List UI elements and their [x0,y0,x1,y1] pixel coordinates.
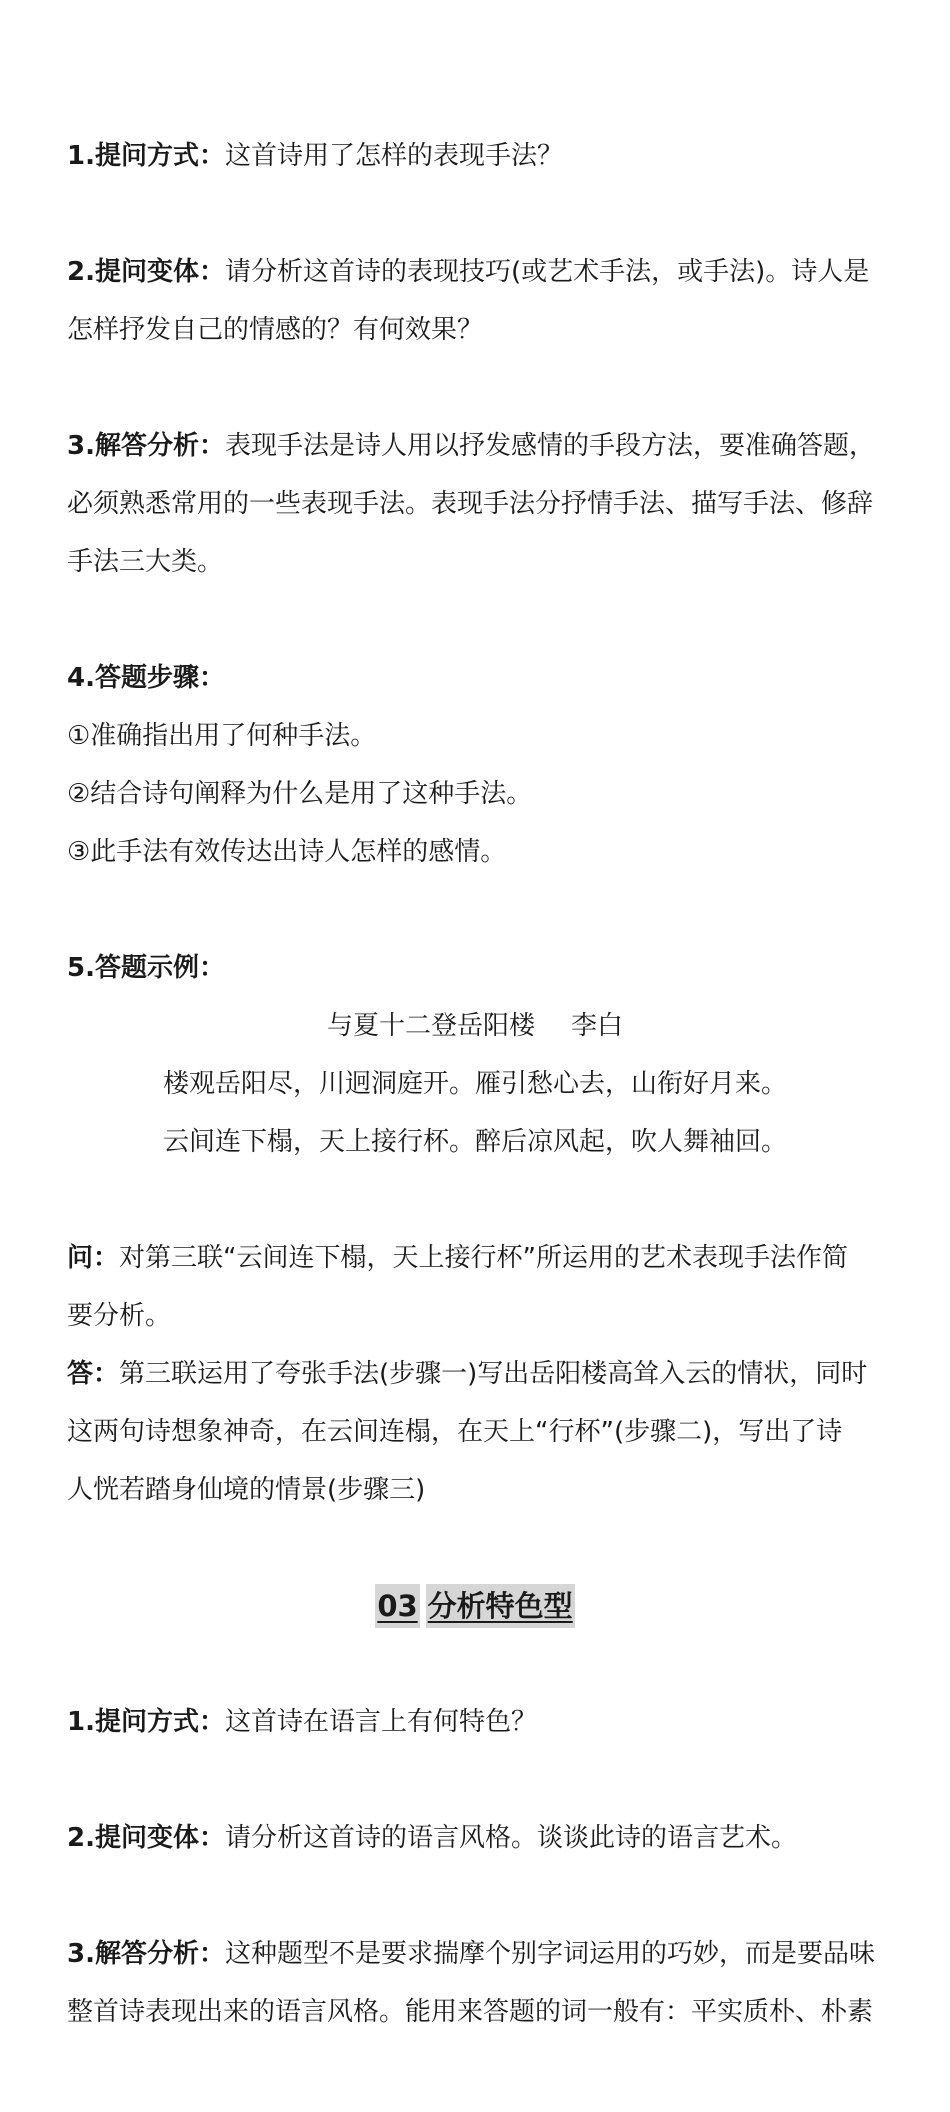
sec3-analysis-text: 这种题型不是要求揣摩个别字词运用的巧妙，而是要品味 [224,1939,875,1969]
question-method-text: 这首诗用了怎样的表现手法？ [224,141,563,171]
analysis-line-3: 手法三大类。 [67,547,224,577]
analysis-line-2: 必须熟悉常用的一些表现手法。表现手法分抒情手法、描写手法、修辞 [67,489,874,519]
poem-author: 李白 [571,1011,624,1041]
answer-label: 答： [67,1359,120,1389]
question-label: 问： [67,1243,120,1273]
example-answer-line-1 [67,1354,867,1394]
example-answer-line-3: 人恍若踏身仙境的情景(步骤三) [67,1475,426,1505]
question-variant-line-2: 怎样抒发自己的情感的？有何效果？ [67,315,484,345]
step-item: ③此手法有效传达出诗人怎样的感情。 [67,837,507,867]
sec3-question-method-line [67,1702,537,1742]
poem-title: 与夏十二登岳阳楼 [326,1011,535,1041]
question-variant-text: 请分析这首诗的表现技巧(或艺术手法，或手法)。诗人是 [224,257,870,287]
question-variant-line-1 [67,252,869,292]
poem-line-2: 云间连下榻，天上接行杯。醉后凉风起，吹人舞袖回。 [162,1127,787,1157]
section-heading [0,1584,950,1630]
poem-title-line [0,1006,950,1046]
sec3-question-method-label: 1.提问方式： [67,1707,225,1737]
sec3-analysis-label: 3.解答分析： [67,1939,225,1969]
poem-line-1: 楼观岳阳尽，川迥洞庭开。雁引愁心去，山衔好月来。 [162,1069,787,1099]
step-item: ①准确指出用了何种手法。 [67,721,377,751]
question-method-line [67,136,563,176]
analysis-text: 表现手法是诗人用以抒发感情的手段方法，要准确答题， [224,431,875,461]
section-title: 分析特色型 [426,1584,575,1628]
sec3-question-variant-text: 请分析这首诗的语言风格。谈谈此诗的语言艺术。 [224,1823,797,1853]
sec3-question-variant-line [67,1818,797,1858]
example-answer-line-2: 这两句诗想象神奇，在云间连榻，在天上“行杯”(步骤二)，写出了诗 [67,1417,843,1447]
answer-text: 第三联运用了夸张手法(步骤一)写出岳阳楼高耸入云的情状，同时 [119,1359,868,1389]
sec3-analysis-line-1 [67,1934,875,1974]
sec3-question-method-text: 这首诗在语言上有何特色？ [224,1707,537,1737]
analysis-label: 3.解答分析： [67,431,225,461]
step-item: ②结合诗句阐释为什么是用了这种手法。 [67,779,533,809]
question-text: 对第三联“云间连下榻，天上接行杯”所运用的艺术表现手法作简 [119,1243,848,1273]
sec3-analysis-line-2: 整首诗表现出来的语言风格。能用来答题的词一般有：平实质朴、朴素 [67,1997,874,2027]
example-question-line-1 [67,1238,848,1278]
steps-label: 4.答题步骤： [67,663,225,693]
example-question-line-2: 要分析。 [67,1301,172,1331]
section-number: 03 [375,1584,419,1628]
analysis-line-1 [67,426,875,466]
question-variant-label: 2.提问变体： [67,257,225,287]
sec3-question-variant-label: 2.提问变体： [67,1823,225,1853]
question-method-label: 1.提问方式： [67,141,225,171]
example-label: 5.答题示例： [67,953,225,983]
